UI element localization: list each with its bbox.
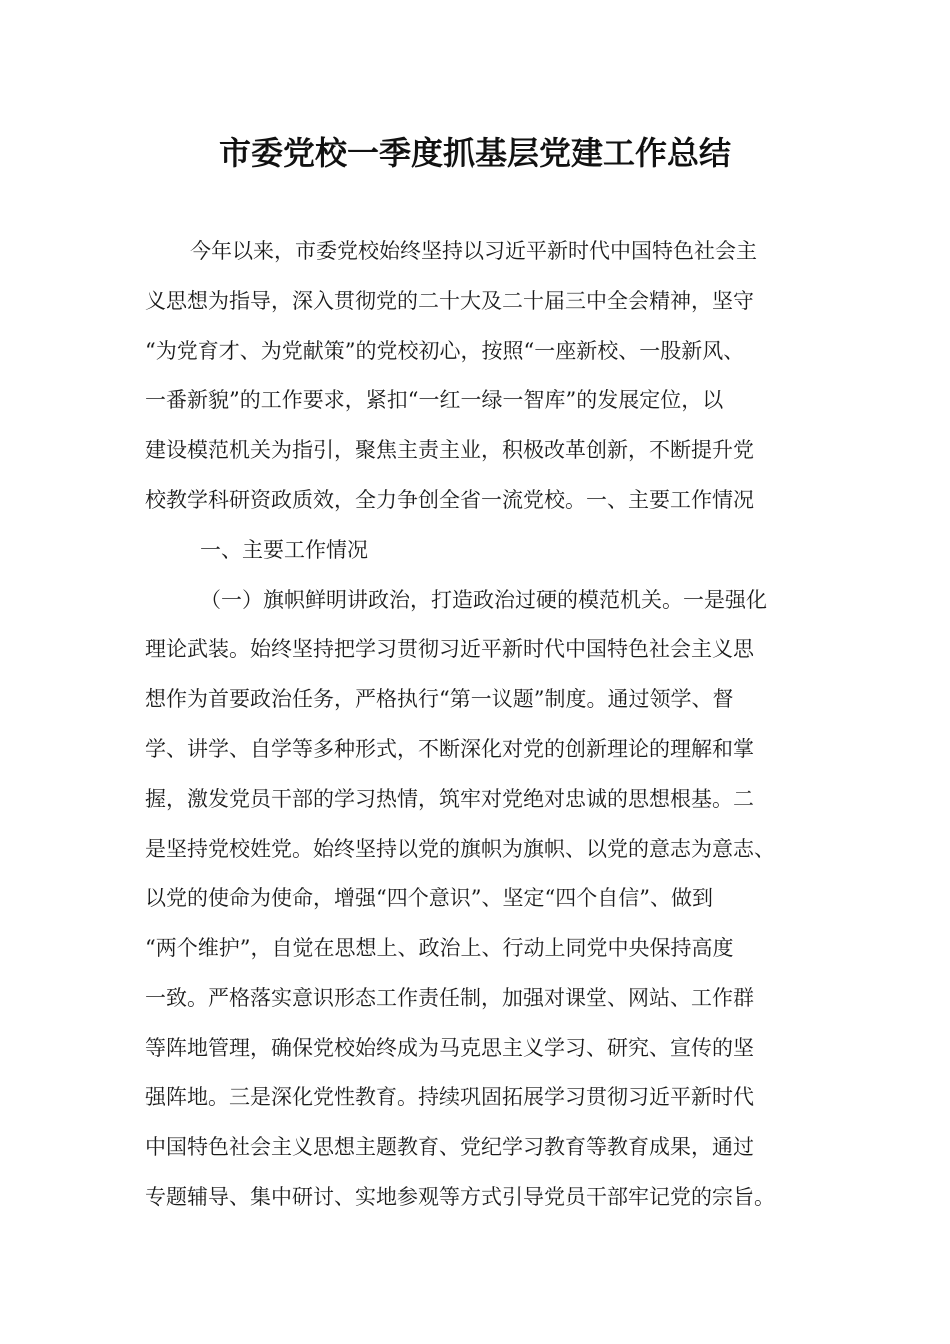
paragraph-line: 今年以来，市委党校始终坚持以习近平新时代中国特色社会主 xyxy=(190,239,757,263)
paragraph-line: 等阵地管理，确保党校始终成为马克思主义学习、研究、宣传的坚 xyxy=(145,1036,754,1060)
paragraph-line: 中国特色社会主义思想主题教育、党纪学习教育等教育成果，通过 xyxy=(145,1135,754,1159)
paragraph-line: 学、讲学、自学等多种形式，不断深化对党的创新理论的理解和掌 xyxy=(145,737,754,761)
paragraph-line: 义思想为指导，深入贯彻党的二十大及二十届三中全会精神，坚守 xyxy=(145,289,754,313)
paragraph-line: 专题辅导、集中研讨、实地参观等方式引导党员干部牢记党的宗旨。 xyxy=(145,1185,775,1209)
document-title: 市委党校一季度抓基层党建工作总结 xyxy=(218,134,731,172)
paragraph-line: （一）旗帜鲜明讲政治，打造政治过硬的模范机关。一是强化 xyxy=(200,588,767,612)
section-heading: 一、主要工作情况 xyxy=(200,538,368,562)
paragraph-line: 校教学科研资政质效，全力争创全省一流党校。一、主要工作情况 xyxy=(145,488,754,512)
paragraph-line: 是坚持党校姓党。始终坚持以党的旗帜为旗帜、以党的意志为意志、 xyxy=(145,837,775,861)
paragraph-line: 以党的使命为使命，增强“四个意识”、坚定“四个自信”、做到 xyxy=(145,886,713,910)
paragraph-line: 理论武装。始终坚持把学习贯彻习近平新时代中国特色社会主义思 xyxy=(145,637,754,661)
paragraph-line: 握，激发党员干部的学习热情，筑牢对党绝对忠诚的思想根基。二 xyxy=(145,787,754,811)
paragraph-line: 一致。严格落实意识形态工作责任制，加强对课堂、网站、工作群 xyxy=(145,986,754,1010)
paragraph-line: “两个维护”，自觉在思想上、政治上、行动上同党中央保持高度 xyxy=(145,936,734,960)
paragraph-line: 一番新貌”的工作要求，紧扣“一红一绿一智库”的发展定位，以 xyxy=(145,388,724,412)
paragraph-line: 强阵地。三是深化党性教育。持续巩固拓展学习贯彻习近平新时代 xyxy=(145,1085,754,1109)
paragraph-line: 想作为首要政治任务，严格执行“第一议题”制度。通过领学、督 xyxy=(145,687,734,711)
paragraph-line: “为党育才、为党献策”的党校初心，按照“一座新校、一股新风、 xyxy=(145,339,745,363)
paragraph-line: 建设模范机关为指引，聚焦主责主业，积极改革创新，不断提升党 xyxy=(145,438,754,462)
